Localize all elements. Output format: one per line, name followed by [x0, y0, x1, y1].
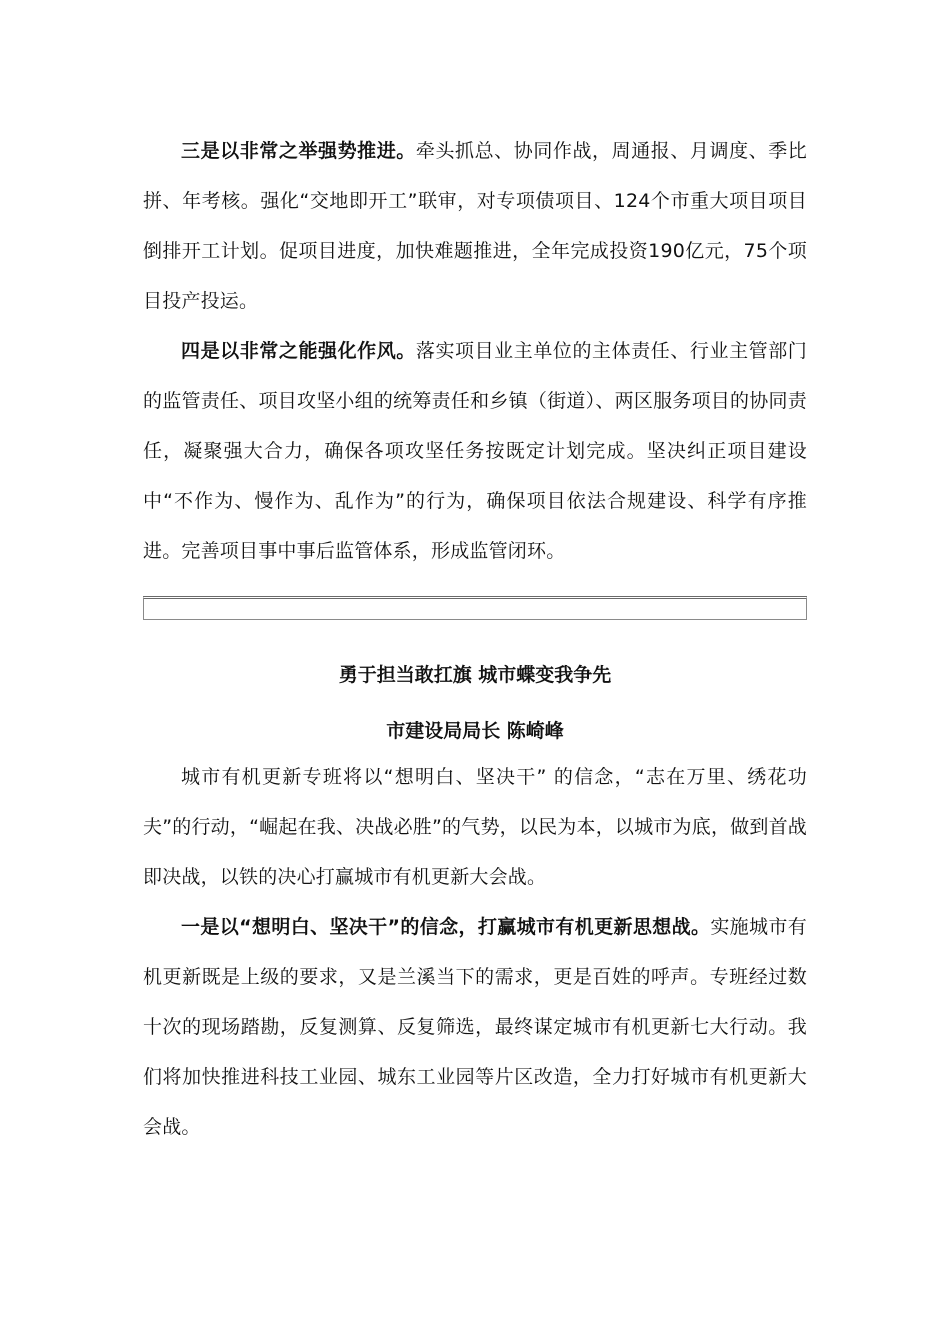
section-divider [143, 596, 807, 620]
paragraph-body: 实施城市有机更新既是上级的要求，又是兰溪当下的需求，更是百姓的呼声。专班经过数十次的现场踏勘，反复测算、反复筛选，最终谋定城市有机更新七大行动。我们将加快推进科技工业园、城东工业园等片区改造，全力打好城市有机更新大会战。 [143, 916, 807, 1138]
article-body [143, 752, 807, 1152]
article-title: 勇于担当敢扛旗 城市蝶变我争先 [338, 664, 612, 686]
paragraph-body: 落实项目业主单位的主体责任、行业主管部门的监管责任、项目攻坚小组的统筹责任和乡镇（街道）、两区服务项目的协同责任，凝聚强大合力，确保各项攻坚任务按既定计划完成。坚决纠正项目建设中“不作为、慢作为、乱作为”的行为，确保项目依法合规建设、科学有序推进。完善项目事中事后监管体系，形成监管闭环。 [143, 340, 807, 562]
paragraph-point-one [143, 902, 807, 1152]
paragraph-point-four [143, 326, 807, 576]
article-byline: 市建设局局长 陈崎峰 [386, 720, 564, 742]
paragraph-point-three [143, 126, 807, 326]
paragraph-intro: 城市有机更新专班将以“想明白、坚决干” 的信念，“志在万里、绣花功夫”的行动，“崛起在我、决战必胜”的气势，以民为本，以城市为底，做到首战即决战，以铁的决心打赢城市有机更新大会战。 [143, 766, 807, 888]
paragraph-lead: 一是以“想明白、坚决干”的信念，打赢城市有机更新思想战。 [181, 916, 711, 938]
paragraph-lead: 四是以非常之能强化作风。 [181, 340, 416, 362]
paragraph-body: 牵头抓总、协同作战，周通报、月调度、季比拼、年考核。强化“交地即开工”联审，对专项债项目、124个市重大项目项目倒排开工计划。促项目进度，加快难题推进，全年完成投资190亿元，75个项目投产投运。 [143, 140, 807, 312]
document-page [143, 126, 807, 1152]
paragraph-lead: 三是以非常之举强势推进。 [181, 140, 416, 162]
